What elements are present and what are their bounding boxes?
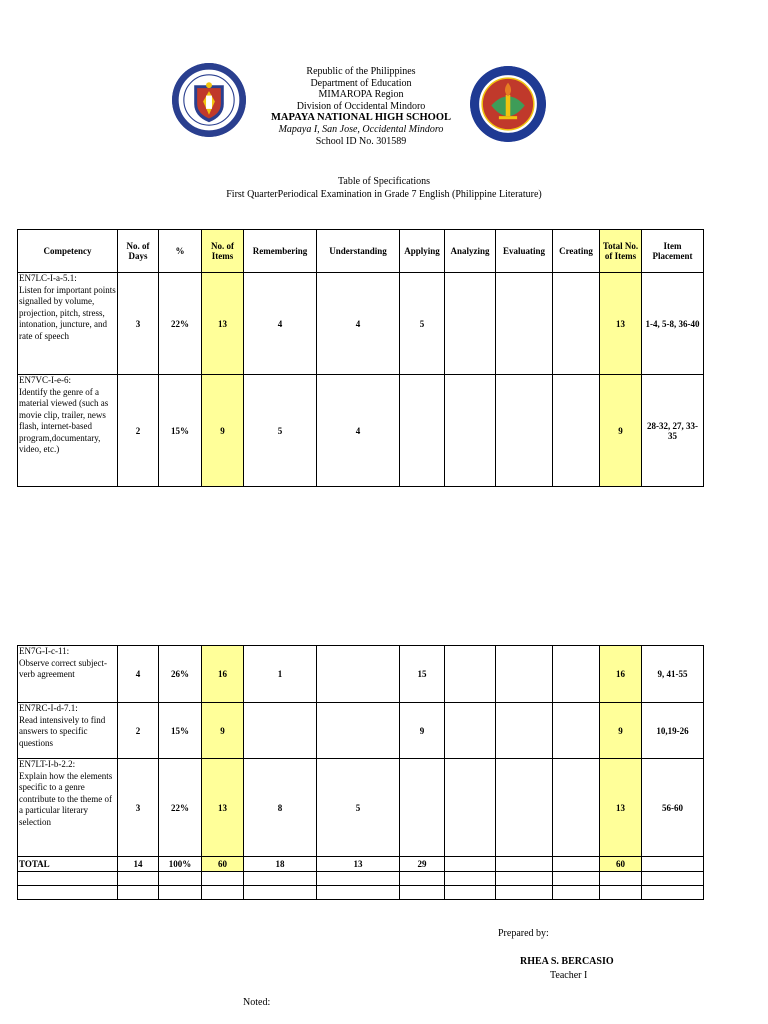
understanding-cell: 4 bbox=[317, 375, 400, 487]
applying-cell: 5 bbox=[400, 273, 445, 375]
placement-cell: 1-4, 5-8, 36-40 bbox=[642, 273, 704, 375]
col-header-remembering: Remembering bbox=[244, 230, 317, 273]
remembering-cell bbox=[244, 703, 317, 759]
table-row bbox=[18, 273, 704, 375]
applying-cell: 15 bbox=[400, 646, 445, 703]
total-applying-cell: 29 bbox=[400, 857, 445, 872]
table-row bbox=[18, 759, 704, 857]
col-header-percent: % bbox=[159, 230, 202, 273]
creating-cell bbox=[553, 759, 600, 857]
total-items-cell: 16 bbox=[600, 646, 642, 703]
total-items-cell: 9 bbox=[600, 375, 642, 487]
total-items-cell: 13 bbox=[600, 273, 642, 375]
total-label-cell: TOTAL bbox=[18, 857, 118, 872]
total-row bbox=[18, 857, 704, 872]
header-republic: Republic of the Philippines bbox=[306, 66, 416, 77]
header-school-id: School ID No. 301589 bbox=[315, 135, 407, 147]
percent-cell: 22% bbox=[159, 273, 202, 375]
deped-seal-logo bbox=[172, 63, 246, 137]
total-days-cell: 14 bbox=[118, 857, 159, 872]
evaluating-cell bbox=[496, 273, 553, 375]
analyzing-cell bbox=[445, 703, 496, 759]
creating-cell bbox=[553, 273, 600, 375]
percent-cell: 15% bbox=[159, 703, 202, 759]
table-row bbox=[18, 375, 704, 487]
table-row bbox=[18, 703, 704, 759]
remembering-cell: 8 bbox=[244, 759, 317, 857]
header-text-block bbox=[236, 66, 486, 147]
col-header-total-items: Total No. of Items bbox=[600, 230, 642, 273]
evaluating-cell bbox=[496, 703, 553, 759]
header-region: MIMAROPA Region bbox=[318, 89, 404, 101]
items-cell: 9 bbox=[202, 375, 244, 487]
placement-cell: 9, 41-55 bbox=[642, 646, 704, 703]
document-title bbox=[0, 176, 768, 201]
competency-cell: EN7LC-I-a-5.1: Listen for important points signalled by volume, projection, pitch, stress, intonation, juncture, and rate of speech bbox=[18, 273, 118, 375]
items-cell: 13 bbox=[202, 759, 244, 857]
teacher-position: Teacher I bbox=[550, 970, 588, 981]
total-creating-cell bbox=[553, 857, 600, 872]
remembering-cell: 4 bbox=[244, 273, 317, 375]
analyzing-cell bbox=[445, 375, 496, 487]
evaluating-cell bbox=[496, 646, 553, 703]
grand-total-cell: 60 bbox=[600, 857, 642, 872]
col-header-days: No. of Days bbox=[118, 230, 159, 273]
title-line-1: Table of Specifications bbox=[337, 176, 431, 187]
table-header-row bbox=[18, 230, 704, 273]
table-row bbox=[18, 646, 704, 703]
col-header-evaluating: Evaluating bbox=[496, 230, 553, 273]
applying-cell bbox=[400, 375, 445, 487]
blank-row bbox=[18, 872, 704, 886]
competency-cell: EN7VC-I-e-6: Identify the genre of a material viewed (such as movie clip, trailer, news flash, internet-based program,documentary, video, etc.) bbox=[18, 375, 118, 487]
prepared-by-label: Prepared by: bbox=[498, 928, 549, 939]
specifications-table-part-2 bbox=[17, 645, 704, 900]
competency-cell: EN7RC-I-d-7.1: Read intensively to find answers to specific questions bbox=[18, 703, 118, 759]
items-cell: 13 bbox=[202, 273, 244, 375]
applying-cell bbox=[400, 759, 445, 857]
total-items-cell: 13 bbox=[600, 759, 642, 857]
title-line-2: First QuarterPeriodical Examination in Grade 7 English (Philippine Literature) bbox=[226, 188, 542, 200]
items-cell: 9 bbox=[202, 703, 244, 759]
total-evaluating-cell bbox=[496, 857, 553, 872]
noted-label: Noted: bbox=[243, 997, 271, 1008]
header-school-name: MAPAYA NATIONAL HIGH SCHOOL bbox=[271, 112, 451, 124]
days-cell: 3 bbox=[118, 273, 159, 375]
applying-cell: 9 bbox=[400, 703, 445, 759]
total-items-cell: 9 bbox=[600, 703, 642, 759]
teacher-name: RHEA S. BERCASIO bbox=[520, 956, 614, 967]
items-cell: 16 bbox=[202, 646, 244, 703]
total-remembering-cell: 18 bbox=[244, 857, 317, 872]
col-header-items: No. of Items bbox=[202, 230, 244, 273]
col-header-creating: Creating bbox=[553, 230, 600, 273]
creating-cell bbox=[553, 646, 600, 703]
total-analyzing-cell bbox=[445, 857, 496, 872]
creating-cell bbox=[553, 375, 600, 487]
remembering-cell: 5 bbox=[244, 375, 317, 487]
total-items-cell: 60 bbox=[202, 857, 244, 872]
header-school-address: Mapaya I, San Jose, Occidental Mindoro bbox=[278, 123, 444, 135]
percent-cell: 26% bbox=[159, 646, 202, 703]
days-cell: 2 bbox=[118, 375, 159, 487]
placement-cell: 28-32, 27, 33-35 bbox=[642, 375, 704, 487]
analyzing-cell bbox=[445, 646, 496, 703]
placement-cell: 56-60 bbox=[642, 759, 704, 857]
evaluating-cell bbox=[496, 375, 553, 487]
col-header-applying: Applying bbox=[400, 230, 445, 273]
days-cell: 4 bbox=[118, 646, 159, 703]
days-cell: 2 bbox=[118, 703, 159, 759]
col-header-placement: Item Placement bbox=[642, 230, 704, 273]
understanding-cell bbox=[317, 646, 400, 703]
col-header-analyzing: Analyzing bbox=[445, 230, 496, 273]
school-seal-logo bbox=[470, 66, 546, 142]
total-percent-cell: 100% bbox=[159, 857, 202, 872]
evaluating-cell bbox=[496, 759, 553, 857]
blank-row bbox=[18, 886, 704, 900]
percent-cell: 15% bbox=[159, 375, 202, 487]
col-header-competency: Competency bbox=[18, 230, 118, 273]
col-header-understanding: Understanding bbox=[317, 230, 400, 273]
competency-cell: EN7G-I-c-11: Observe correct subject-verb agreement bbox=[18, 646, 118, 703]
specifications-table-part-1 bbox=[17, 229, 704, 487]
total-placement-cell bbox=[642, 857, 704, 872]
analyzing-cell bbox=[445, 273, 496, 375]
header-division: Division of Occidental Mindoro bbox=[296, 100, 426, 112]
understanding-cell bbox=[317, 703, 400, 759]
analyzing-cell bbox=[445, 759, 496, 857]
competency-cell: EN7LT-I-b-2.2: Explain how the elements specific to a genre contribute to the theme of a particular literary selection bbox=[18, 759, 118, 857]
creating-cell bbox=[553, 703, 600, 759]
placement-cell: 10,19-26 bbox=[642, 703, 704, 759]
days-cell: 3 bbox=[118, 759, 159, 857]
header-department: Department of Education bbox=[310, 77, 412, 89]
understanding-cell: 4 bbox=[317, 273, 400, 375]
remembering-cell: 1 bbox=[244, 646, 317, 703]
understanding-cell: 5 bbox=[317, 759, 400, 857]
total-understanding-cell: 13 bbox=[317, 857, 400, 872]
percent-cell: 22% bbox=[159, 759, 202, 857]
